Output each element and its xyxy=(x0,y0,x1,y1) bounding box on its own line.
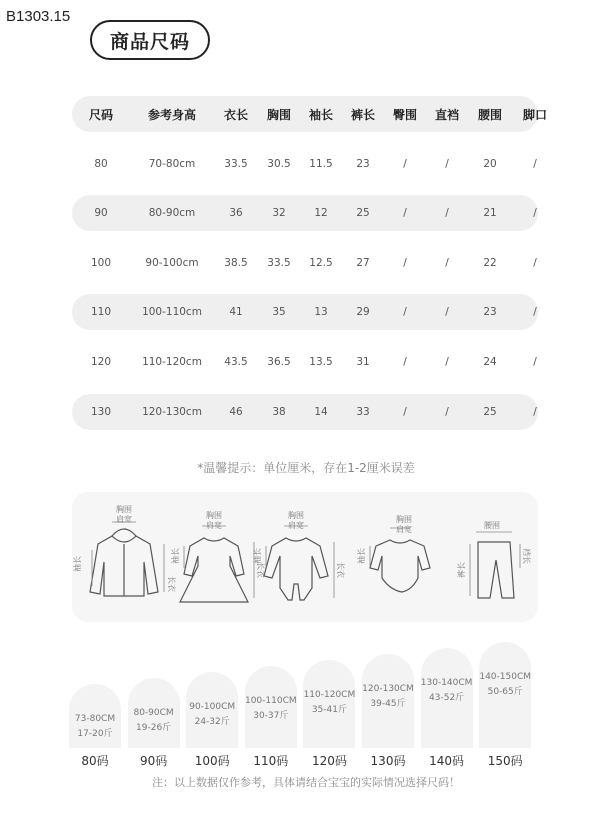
footer-note: 注：以上数据仅作参考，具体请结合宝宝的实际情况选择尺码！ xyxy=(152,776,460,789)
table-cell: 32 xyxy=(272,207,286,220)
pants-icon xyxy=(478,542,514,598)
table-cell: 21 xyxy=(483,207,497,220)
table-cell: 46 xyxy=(229,405,243,418)
table-cell: 13 xyxy=(314,306,328,319)
size-height: 90-100CM xyxy=(189,702,236,712)
table-cell: 33 xyxy=(356,405,370,418)
table-row xyxy=(72,245,538,281)
table-cell: / xyxy=(533,355,537,368)
table-cell: 80-90cm xyxy=(148,207,196,220)
size-label: 120码 xyxy=(311,754,347,768)
size-label: 110码 xyxy=(253,754,289,768)
table-cell: / xyxy=(533,306,537,319)
header-cell: 胸围 xyxy=(266,107,291,122)
table-cell: 80 xyxy=(94,157,108,170)
size-label: 150码 xyxy=(487,754,523,768)
chest-label: 胸围 xyxy=(396,515,412,524)
table-cell: 130 xyxy=(90,405,112,418)
table-cell: / xyxy=(533,207,537,220)
garment-diagrams xyxy=(72,492,538,622)
size-label: 100码 xyxy=(194,754,230,768)
header-cell: 尺码 xyxy=(88,107,113,122)
table-cell: 24 xyxy=(483,355,497,368)
table-cell: 11.5 xyxy=(309,157,333,170)
sleeve-label: 袖长 xyxy=(73,556,82,572)
table-cell: 38 xyxy=(272,405,286,418)
table-cell: 33.5 xyxy=(267,256,291,269)
size-label: 90码 xyxy=(139,754,168,768)
size-height: 110-120CM xyxy=(303,690,356,700)
length-label: 长衣 xyxy=(336,562,345,578)
shoulder-label: 肩宽 xyxy=(206,521,222,530)
table-cell: 110 xyxy=(90,306,112,319)
table-cell: 31 xyxy=(356,355,370,368)
size-weight: 24-32斤 xyxy=(194,717,230,727)
size-guide-text xyxy=(63,712,127,742)
header-cell: 裤长 xyxy=(350,107,375,122)
size-label: 130码 xyxy=(370,754,406,768)
bodysuit-icon xyxy=(370,540,430,592)
table-cell: 100-110cm xyxy=(142,306,202,319)
chest-label: 胸围 xyxy=(116,505,132,514)
size-guide-text xyxy=(473,670,537,700)
table-cell: 23 xyxy=(483,306,497,319)
header-cell: 腰围 xyxy=(477,107,502,122)
size-guide-text xyxy=(180,700,244,730)
size-height: 120-130CM xyxy=(362,684,414,694)
sleeve-label: 袖长 xyxy=(171,548,180,564)
table-row xyxy=(72,294,538,330)
header-cell: 脚口 xyxy=(522,107,547,122)
size-height: 130-140CM xyxy=(420,678,473,688)
table-cell: / xyxy=(403,355,407,368)
table-cell: / xyxy=(533,256,537,269)
size-weight: 35-41斤 xyxy=(311,705,347,715)
table-cell: 25 xyxy=(356,207,370,220)
table-cell: / xyxy=(445,306,449,319)
table-cell: 23 xyxy=(356,157,370,170)
size-guide-text xyxy=(122,706,186,736)
table-cell: 90 xyxy=(94,207,108,220)
header-cell: 衣长 xyxy=(223,107,248,122)
size-label: 80码 xyxy=(81,754,109,768)
table-cell: 14 xyxy=(314,405,328,418)
table-cell: 12.5 xyxy=(309,256,333,269)
header-cell: 袖长 xyxy=(308,107,333,122)
table-cell: 36 xyxy=(229,207,243,220)
length-label: 长衣 xyxy=(167,576,176,592)
table-row xyxy=(72,146,538,182)
table-cell: 27 xyxy=(356,256,370,269)
product-code: B1303.15 xyxy=(6,8,71,25)
size-weight: 17-20斤 xyxy=(77,729,113,739)
table-cell: 30.5 xyxy=(267,157,291,170)
size-height: 73-80CM xyxy=(74,714,116,724)
size-weight: 19-26斤 xyxy=(136,723,172,733)
table-row xyxy=(72,394,538,430)
table-cell: 43.5 xyxy=(224,355,248,368)
table-cell: 35 xyxy=(272,306,286,319)
size-weight: 43-52斤 xyxy=(429,693,465,703)
hoodie-icon xyxy=(90,529,158,596)
sleeve-label: 袖长 xyxy=(357,548,366,564)
table-cell: 25 xyxy=(483,405,497,418)
table-cell: / xyxy=(445,405,449,418)
table-cell: / xyxy=(445,256,449,269)
header-cell: 参考身高 xyxy=(147,107,196,122)
shoulder-label: 肩宽 xyxy=(288,521,304,530)
size-weight: 39-45斤 xyxy=(370,699,406,709)
table-cell: 29 xyxy=(356,306,370,319)
table-cell: / xyxy=(445,157,449,170)
measurement-tip: *温馨提示：单位厘米，存在1-2厘米误差 xyxy=(197,461,415,475)
size-guide-text xyxy=(415,676,479,706)
size-height: 140-150CM xyxy=(479,672,532,682)
size-guide-text xyxy=(239,694,303,724)
table-cell: 120-130cm xyxy=(142,405,202,418)
size-weight: 50-65斤 xyxy=(487,687,523,697)
table-cell: / xyxy=(445,207,449,220)
table-cell: 22 xyxy=(483,256,497,269)
table-cell: 33.5 xyxy=(224,157,248,170)
table-cell: 13.5 xyxy=(309,355,333,368)
length-label: 长衣 xyxy=(256,562,265,578)
table-row xyxy=(72,195,538,231)
table-cell: 38.5 xyxy=(224,256,248,269)
chest-label: 胸围 xyxy=(206,511,222,520)
table-cell: / xyxy=(403,157,407,170)
rise-label: 裆长 xyxy=(522,548,531,564)
page-title: 商品尺码 xyxy=(90,20,210,60)
table-cell: / xyxy=(445,355,449,368)
table-cell: 90-100cm xyxy=(145,256,199,269)
header-cell: 臀围 xyxy=(392,107,417,122)
table-cell: 110-120cm xyxy=(142,355,202,368)
table-cell: / xyxy=(403,405,407,418)
table-cell: 70-80cm xyxy=(148,157,196,170)
table-cell: 20 xyxy=(483,157,497,170)
dress-icon xyxy=(180,538,248,602)
shoulder-label: 肩宽 xyxy=(396,525,412,534)
table-cell: / xyxy=(533,157,537,170)
shoulder-label: 肩宽 xyxy=(116,515,132,524)
table-cell: / xyxy=(403,306,407,319)
size-table xyxy=(72,96,547,443)
size-label: 140码 xyxy=(429,754,465,768)
romper-icon xyxy=(264,538,328,600)
header-cell: 直裆 xyxy=(434,107,459,122)
table-cell: 36.5 xyxy=(267,355,291,368)
size-height: 80-90CM xyxy=(133,708,174,718)
table-header-row xyxy=(72,96,547,132)
size-guide-text xyxy=(356,682,420,712)
size-guide-text xyxy=(297,688,361,718)
table-cell: / xyxy=(403,256,407,269)
sleeve-label: 袖长 xyxy=(253,548,262,564)
waist-label: 腰围 xyxy=(484,521,500,530)
garment-diagram-svg xyxy=(72,492,538,622)
table-row xyxy=(72,344,538,380)
size-height: 100-110CM xyxy=(244,696,297,706)
pants-length-label: 裤长 xyxy=(457,562,466,578)
chest-label: 胸围 xyxy=(288,511,304,520)
table-cell: 120 xyxy=(90,355,112,368)
table-cell: 100 xyxy=(90,256,112,269)
table-cell: 41 xyxy=(229,306,243,319)
size-weight: 30-37斤 xyxy=(253,711,289,721)
table-cell: / xyxy=(533,405,537,418)
table-cell: / xyxy=(403,207,407,220)
table-cell: 12 xyxy=(314,207,328,220)
